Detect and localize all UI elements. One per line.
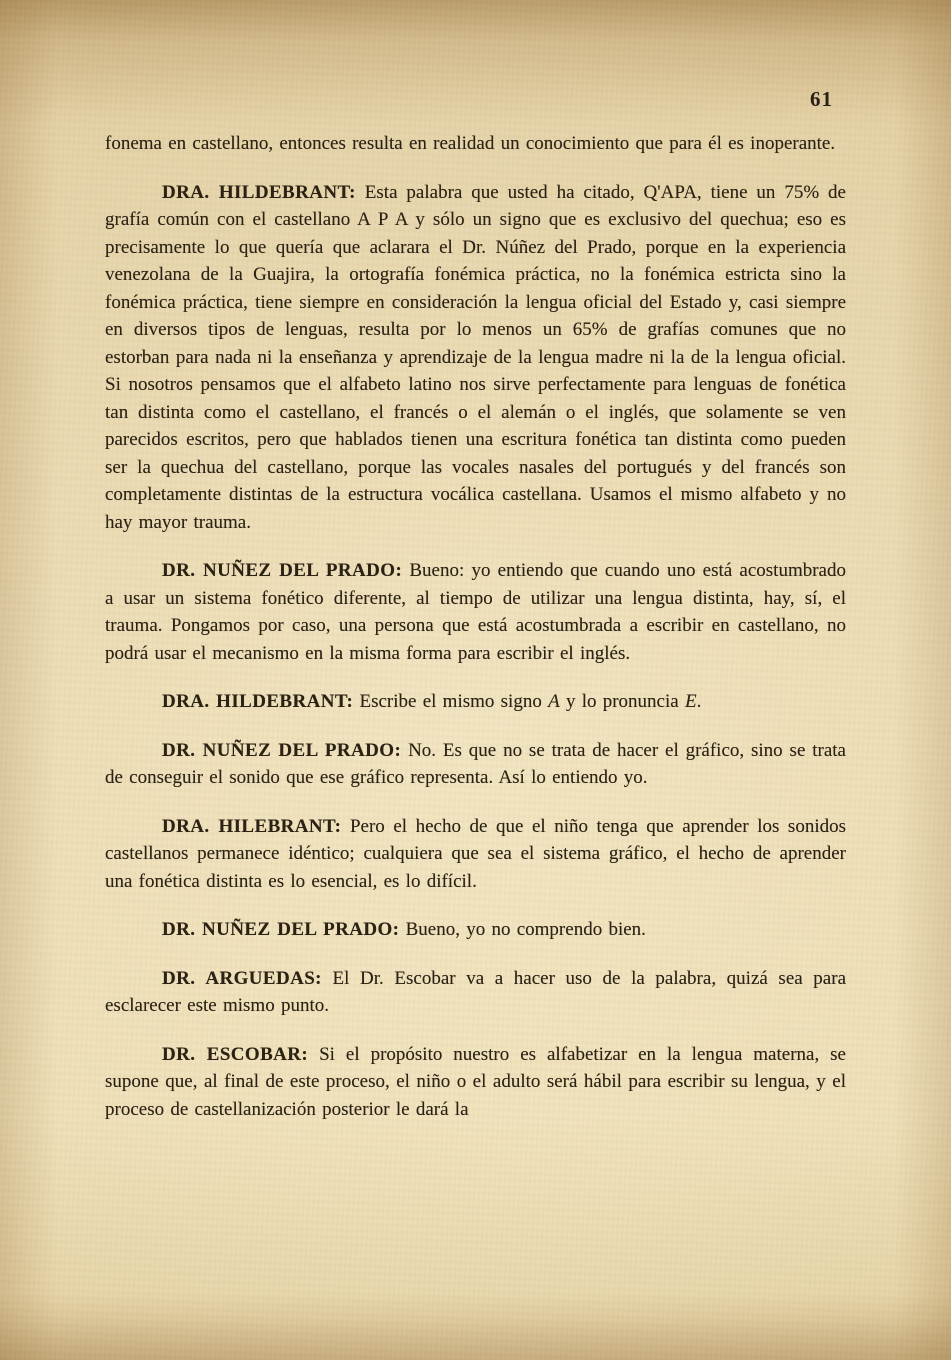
paragraph [105,1041,846,1124]
paragraph [105,688,846,716]
text-segment: E [684,691,697,712]
paragraph [105,813,846,896]
speaker-label: DR. NUÑEZ DEL PRADO: [162,560,403,581]
paragraph [105,916,846,944]
text-segment: No. Es que no se trata de hacer el gráfico, sino se trata de conseguir el sonido que ese gráfico representa. Así lo entiendo yo. [105,739,846,788]
paragraph [105,179,846,537]
page-text [105,130,846,1144]
paragraph [105,557,846,667]
text-segment: Escribe el mismo signo [353,691,549,712]
paragraph [105,737,846,792]
text-segment: Esta palabra que usted ha citado, Q'APA, tiene un 75% de grafía común con el castellano A P A y sólo un signo que es exclusivo del quechua; eso es precisamente lo que quería que aclarara el Dr. Núñez del Prado, porque en la experiencia venezolana de la Guajira, la ortografía fonémica práctica, no la fonémica estricta sino la fonémica práctica, tiene siempre en consideración la lengua oficial del Estado y, casi siempre en diversos tipos de lenguas, resulta por lo menos un 65% de grafías comunes que no estorban para nada ni la enseñanza y aprendizaje de la lengua madre ni la de la lengua oficial. Si nosotros pensamos que el alfabeto latino nos sirve perfectamente para lenguas de fonética tan distinta como el castellano, el francés o el alemán o el inglés, que solamente se ven parecidos escritos, pero que hablados tienen una escritura fonética tan distinta como pueden ser la quechua del castellano, porque las vocales nasales del portugués y del francés son completamente distintas de la estructura vocálica castellana. Usamos el mismo alfabeto y no hay mayor trauma. [105,181,846,533]
text-segment: El Dr. Escobar va a hacer uso de la palabra, quizá sea para esclarecer este mismo punto. [105,967,847,1016]
speaker-label: DRA. HILDEBRANT: [162,181,356,203]
text-segment: fonema en castellano, entonces resulta en realidad un conocimiento que para él es inoperante. [105,133,836,154]
text-segment: Bueno: yo entiendo que cuando uno está acostumbrado a usar un sistema fonético diferente, al tiempo de utilizar una lengua distinta, hay, sí, el trauma. Pongamos por caso, una persona que está acostumbrada a escribir en castellano, no podrá usar el mecanismo en la misma forma para escribir el inglés. [105,560,846,664]
text-segment: A [548,691,560,712]
text-segment: Pero el hecho de que el niño tenga que aprender los sonidos castellanos permanece idéntico; cualquiera que sea el sistema gráfico, el hecho de aprender una fonética distinta es lo esencial, es lo difícil. [105,815,846,892]
speaker-label: DRA. HILEBRANT: [162,815,342,837]
text-segment: Bueno, yo no comprendo bien. [399,919,646,940]
speaker-label: DR. NUÑEZ DEL PRADO: [162,739,402,761]
paragraph [105,965,846,1020]
speaker-label: DR. NUÑEZ DEL PRADO: [162,919,400,940]
paragraph [105,130,846,158]
speaker-label: DRA. HILDEBRANT: [162,691,354,712]
text-segment: Si el propósito nuestro es alfabetizar en la lengua materna, se supone que, al final de este proceso, el niño o el adulto será hábil para escribir su lengua, y el proceso de castellanización posterior le dará la [105,1043,846,1120]
page-number: 61 [810,87,833,111]
text-segment: y lo pronuncia [559,691,685,712]
speaker-label: DR. ARGUEDAS: [162,967,322,989]
text-segment: . [696,691,702,712]
speaker-label: DR. ESCOBAR: [162,1043,309,1065]
